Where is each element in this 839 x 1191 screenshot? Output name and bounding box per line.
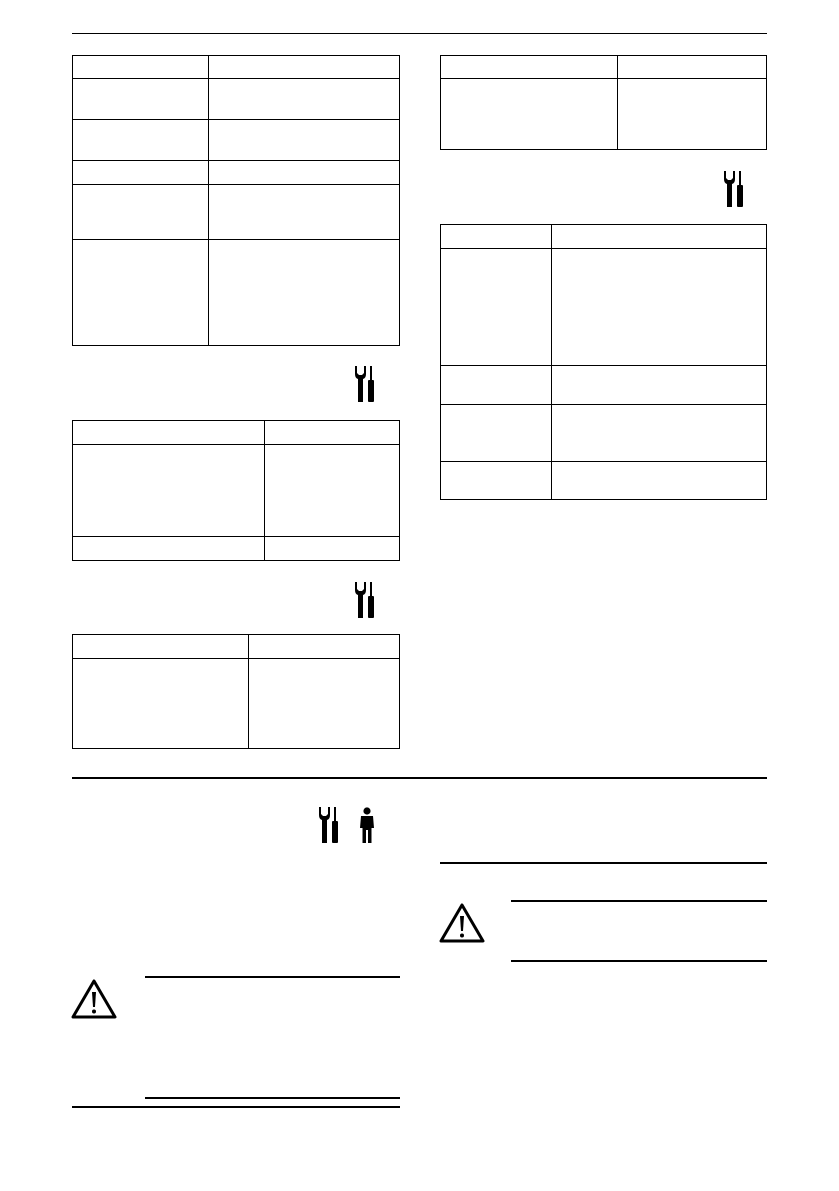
left-table-1 (72, 55, 400, 346)
table-row (441, 462, 767, 500)
table-row (441, 405, 767, 462)
table-row (73, 635, 400, 659)
table-row (73, 79, 400, 120)
warning-top-rule (511, 900, 767, 902)
table-row (441, 56, 767, 79)
table-row (73, 185, 400, 240)
section-end-rule (72, 1106, 400, 1108)
table-row (73, 161, 400, 185)
right-table-2 (440, 224, 767, 500)
right-table-1 (440, 55, 767, 150)
left-table-2 (72, 420, 400, 561)
warning-bottom-rule (145, 1097, 400, 1099)
warning-triangle-icon (70, 978, 118, 1020)
wrench-screwdriver-icon (318, 807, 340, 843)
table-row (441, 225, 767, 249)
left-table-3 (72, 634, 400, 749)
table-row (441, 366, 767, 405)
table-row (441, 79, 767, 150)
warning-bottom-rule (511, 960, 767, 962)
wrench-screwdriver-icon (354, 366, 376, 402)
table-row (73, 120, 400, 161)
table-row (441, 249, 767, 366)
table-row (73, 421, 400, 445)
table-row (73, 240, 400, 346)
wrench-screwdriver-icon (354, 582, 376, 618)
table-row (73, 56, 400, 79)
warning-top-rule (145, 976, 400, 978)
wrench-screwdriver-icon (723, 171, 745, 207)
subsection-rule (440, 862, 767, 864)
header-rule (72, 33, 767, 34)
table-row (73, 445, 400, 537)
warning-triangle-icon (438, 902, 486, 944)
table-row (73, 659, 400, 749)
table-row (73, 537, 400, 561)
person-icon (359, 807, 375, 843)
section-divider (72, 777, 767, 779)
